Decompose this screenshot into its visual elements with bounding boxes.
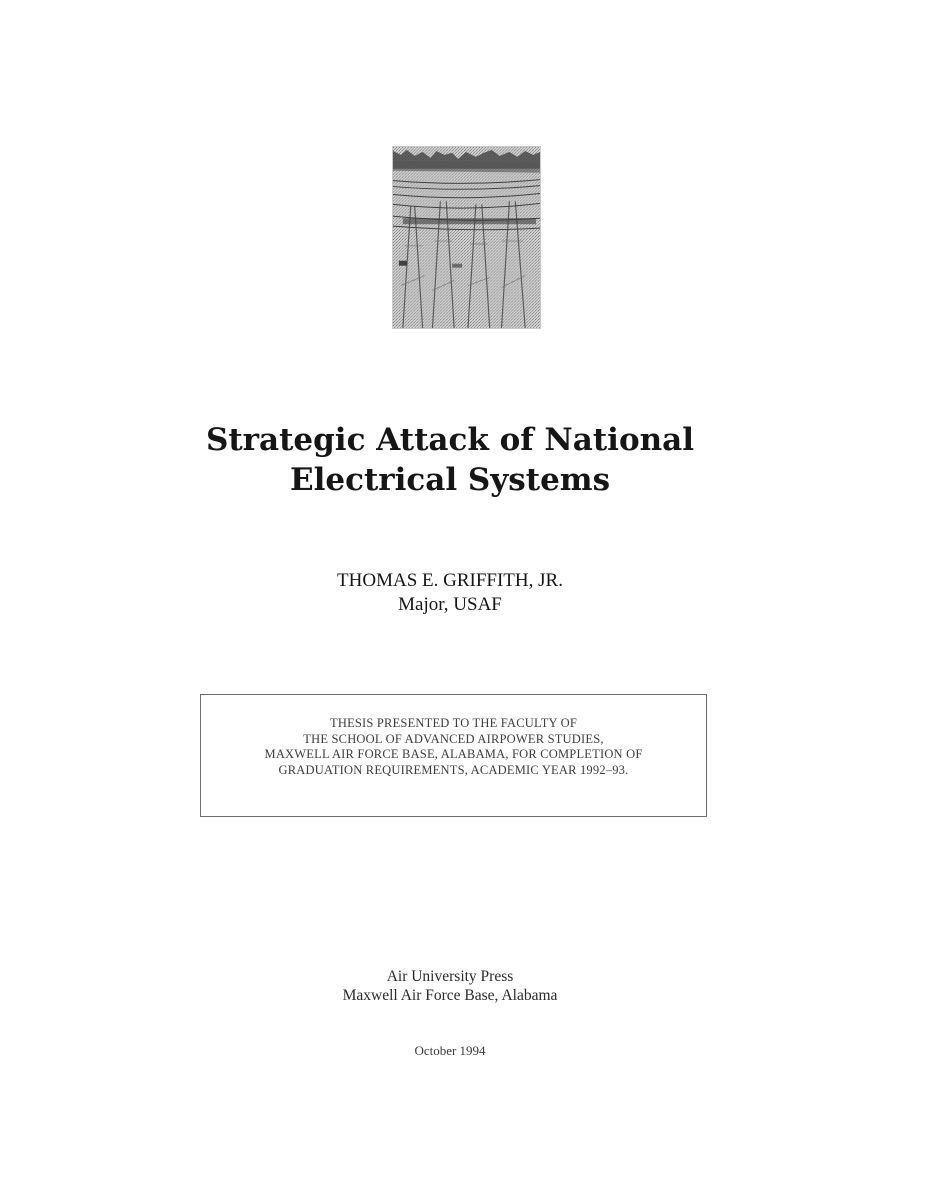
publication-date: October 1994 <box>414 1043 486 1058</box>
document-title <box>150 420 750 500</box>
thesis-line-1: THESIS PRESENTED TO THE FACULTY OF <box>330 716 577 730</box>
publisher-location: Maxwell Air Force Base, Alabama <box>342 986 558 1004</box>
title-line-1: Strategic Attack of National <box>205 422 695 458</box>
publisher-name: Air University Press <box>386 968 514 985</box>
author-name: THOMAS E. GRIFFITH, JR. <box>337 570 563 591</box>
thesis-statement-box <box>200 694 707 817</box>
thesis-line-2: THE SCHOOL OF ADVANCED AIRPOWER STUDIES, <box>303 731 604 746</box>
thesis-statement <box>201 716 706 778</box>
thesis-line-4: GRADUATION REQUIREMENTS, ACADEMIC YEAR 1992–93. <box>278 762 629 777</box>
publisher-block <box>250 968 650 1005</box>
thesis-line-3: MAXWELL AIR FORCE BASE, ALABAMA, FOR COMPLETION OF <box>264 747 643 761</box>
author-rank: Major, USAF <box>398 594 502 615</box>
power-lines-photo-image <box>393 147 540 328</box>
title-line-2: Electrical Systems <box>289 462 611 498</box>
cover-photo-power-lines <box>392 146 541 329</box>
author-block <box>250 569 650 617</box>
